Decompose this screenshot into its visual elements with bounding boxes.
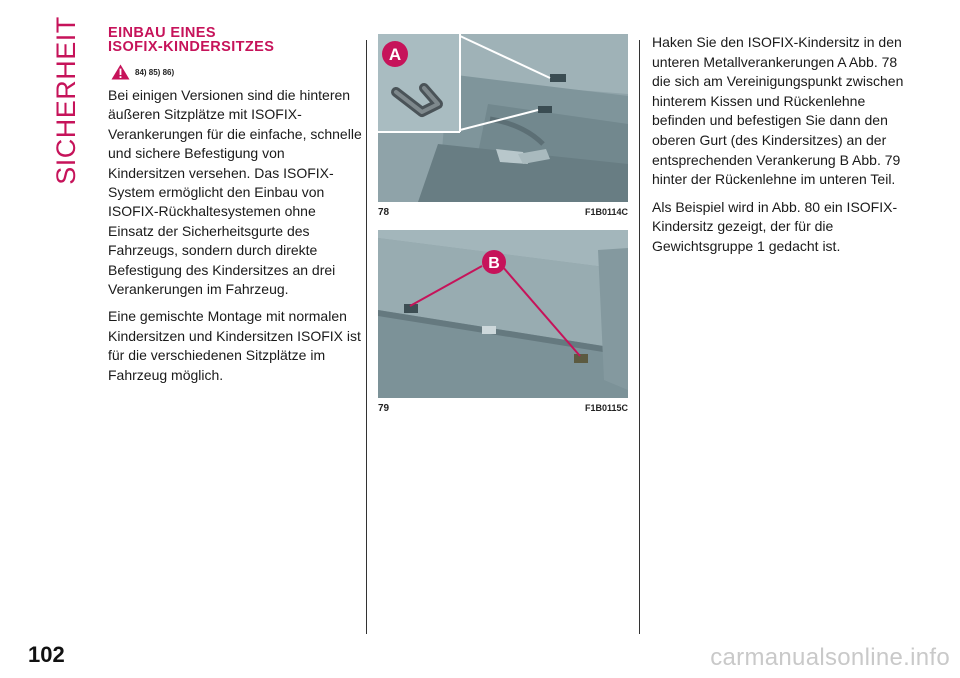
figure-78-number: 78 [378,207,390,218]
top-tether-illustration [378,230,628,398]
section-heading-line-2: ISOFIX-KINDERSITZES [108,39,275,55]
figure-79-number: 79 [378,403,390,414]
figure-78-code: F1B0114C [584,207,628,217]
installation-paragraph: Haken Sie den ISOFIX-Kindersitz in den unteren Metallverankerungen A Abb. 78 die sich am Vereinigungspunkt zwischen hinterem Kissen und Rückenlehne befinden und befestigen Sie dann den oberen Gurt (des Kindersitzes) an der entsprechenden Verankerung B Abb. 79 hinter der Rückenlehne im unteren Teil. [652,34,904,188]
example-paragraph: Als Beispiel wird in Abb. 80 ein ISOFIX-Kindersitz gezeigt, der für die Gewichtsgruppe 1 gedacht ist. [652,198,898,254]
right-column [652,33,914,257]
figure-79-caption [378,403,628,414]
figure-79-code: F1B0115C [584,403,628,413]
warning-references: 84) 85) 86) [135,67,175,77]
column-divider-right [639,40,640,634]
left-column [108,26,364,385]
isofix-anchor-illustration [378,34,628,202]
mixed-mounting-paragraph: Eine gemischte Montage mit normalen Kindersitzen und Kindersitzen ISOFIX ist für die verschiedenen Sitzplätze im Fahrzeug möglich. [108,308,361,383]
page-number: 102 [28,642,65,667]
intro-paragraph: Bei einigen Versionen sind die hinteren äußeren Sitzplätze mit ISOFIX-Verankerungen für die einfache, schnelle und sichere Befestigung von Kindersitzen versehen. Das ISOFIX-System ermöglicht den Einbau von ISOFIX-Rückhaltesystemen ohne Einsatz der Sicherheitsgurte des Fahrzeugs, sondern durch direkte Befestigung des Kindersitzes an drei Verankerungen im Fahrzeug. [108,87,362,298]
section-heading [108,26,364,54]
figure-79 [378,230,628,414]
warning-triangle-icon [111,64,130,80]
section-side-label [40,15,92,185]
column-divider-left [366,40,367,634]
figure-78 [378,34,628,218]
callout-a-label: A [388,45,402,64]
warning-row [111,64,364,80]
callout-b-label: B [488,255,500,272]
section-side-label-text: SICHERHEIT [50,15,81,185]
section-heading-line-1: EINBAU EINES [108,25,216,41]
figure-78-caption [378,207,628,218]
watermark: carmanualsonline.info [710,644,950,671]
